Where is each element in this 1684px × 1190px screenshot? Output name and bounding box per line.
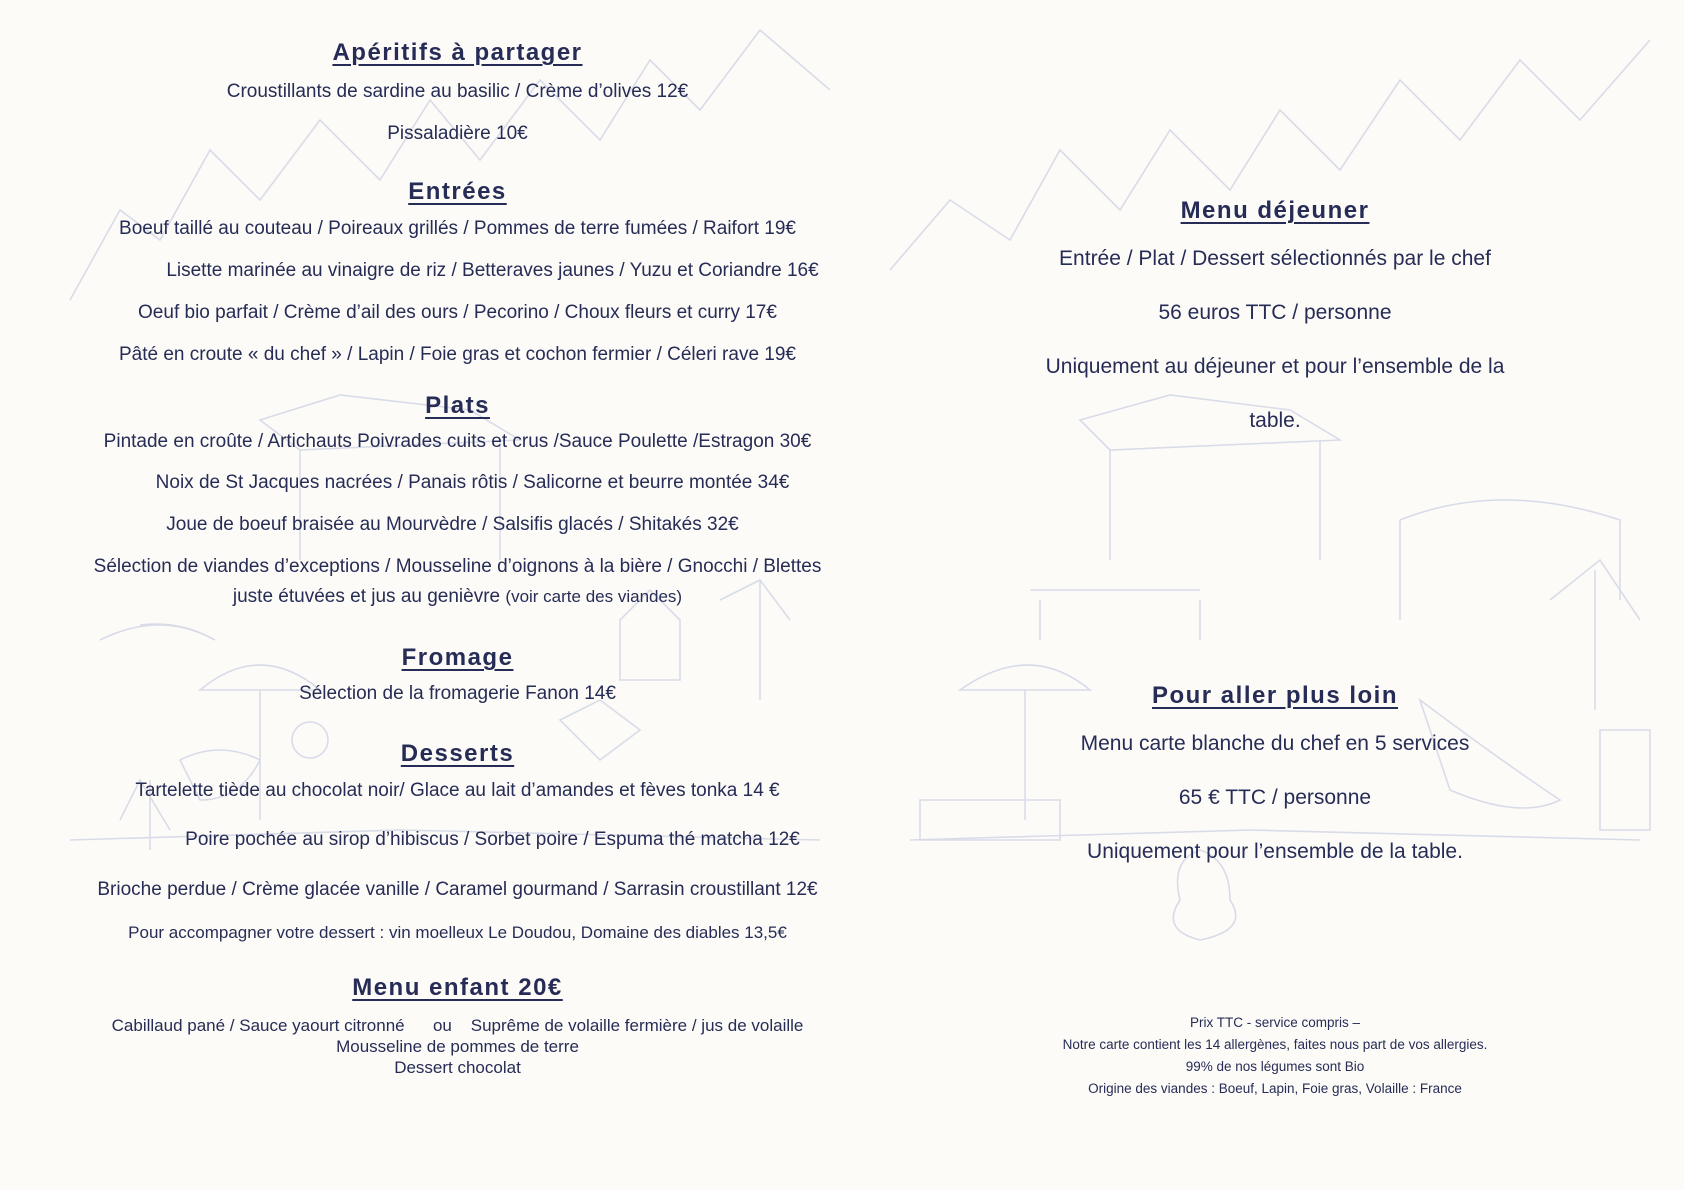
legal-line-4: Origine des viandes : Boeuf, Lapin, Foie gras, Volaille : France <box>1088 1081 1462 1096</box>
plats-item-4-note: (voir carte des viandes) <box>505 587 683 606</box>
aperitifs-item-2: Pissaladière 10€ <box>387 123 528 144</box>
plats-item-4-continued <box>40 584 875 610</box>
dejeuner-line-2: 56 euros TTC / personne <box>1158 301 1392 324</box>
entrees-item-2: Lisette marinée au vinaigre de riz / Betteraves jaunes / Yuzu et Coriandre 16€ <box>166 260 819 281</box>
dejeuner-title: Menu déjeuner <box>1180 197 1370 224</box>
enfant-title: Menu enfant 20€ <box>352 974 563 1001</box>
desserts-pairing: Pour accompagner votre dessert : vin moelleux Le Doudou, Domaine des diables 13,5€ <box>128 923 787 942</box>
entrees-title: Entrées <box>408 178 507 205</box>
fromage-title: Fromage <box>401 644 514 671</box>
desserts-item-1: Tartelette tiède au chocolat noir/ Glace au lait d’amandes et fèves tonka 14 € <box>135 780 780 801</box>
plats-item-4-line2: juste étuvées et jus au genièvre <box>232 586 501 607</box>
desserts-item-3: Brioche perdue / Crème glacée vanille / Caramel gourmand / Sarrasin croustillant 12€ <box>97 879 818 900</box>
enfant-line-2: Mousseline de pommes de terre <box>336 1037 579 1056</box>
entrees-item-1: Boeuf taillé au couteau / Poireaux grillés / Pommes de terre fumées / Raifort 19€ <box>119 218 796 239</box>
aperitifs-item-1: Croustillants de sardine au basilic / Crème d’olives 12€ <box>226 81 689 102</box>
enfant-line-3: Dessert chocolat <box>394 1058 521 1077</box>
dejeuner-line-3: Uniquement au déjeuner et pour l’ensemble de la <box>1045 355 1505 378</box>
desserts-item-2: Poire pochée au sirop d’hibiscus / Sorbet poire / Espuma thé matcha 12€ <box>185 829 800 850</box>
dejeuner-line-1: Entrée / Plat / Dessert sélectionnés par le chef <box>1059 247 1491 270</box>
plats-item-4: Sélection de viandes d’exceptions / Mousseline d’oignons à la bière / Gnocchi / Blettes <box>93 556 822 577</box>
plus-loin-line-3: Uniquement pour l’ensemble de la table. <box>1087 840 1463 863</box>
entrees-item-4: Pâté en croute « du chef » / Lapin / Foie gras et cochon fermier / Céleri rave 19€ <box>119 344 796 365</box>
plus-loin-line-1: Menu carte blanche du chef en 5 services <box>1080 732 1470 755</box>
fromage-item-1: Sélection de la fromagerie Fanon 14€ <box>299 683 616 704</box>
aperitifs-title: Apéritifs à partager <box>332 39 583 66</box>
desserts-title: Desserts <box>400 740 515 767</box>
plats-item-1: Pintade en croûte / Artichauts Poivrades cuits et crus /Sauce Poulette /Estragon 30€ <box>103 431 812 452</box>
plus-loin-title: Pour aller plus loin <box>1151 682 1399 709</box>
legal-line-3: 99% de nos légumes sont Bio <box>1185 1059 1365 1074</box>
legal-line-1: Prix TTC - service compris – <box>1189 1015 1361 1030</box>
plus-loin-line-2: 65 € TTC / personne <box>1178 786 1372 809</box>
plats-title: Plats <box>425 392 490 419</box>
legal-line-2: Notre carte contient les 14 allergènes, faites nous part de vos allergies. <box>1062 1037 1488 1052</box>
plats-item-2: Noix de St Jacques nacrées / Panais rôtis / Salicorne et beurre montée 34€ <box>155 472 790 493</box>
dejeuner-line-4: table. <box>1249 409 1301 432</box>
enfant-line-1: Cabillaud pané / Sauce yaourt citronné ou Suprême de volaille fermière / jus de volaille <box>111 1016 804 1035</box>
entrees-item-3: Oeuf bio parfait / Crème d’ail des ours / Pecorino / Choux fleurs et curry 17€ <box>138 302 777 323</box>
plats-item-3: Joue de boeuf braisée au Mourvèdre / Salsifis glacés / Shitakés 32€ <box>166 514 739 535</box>
